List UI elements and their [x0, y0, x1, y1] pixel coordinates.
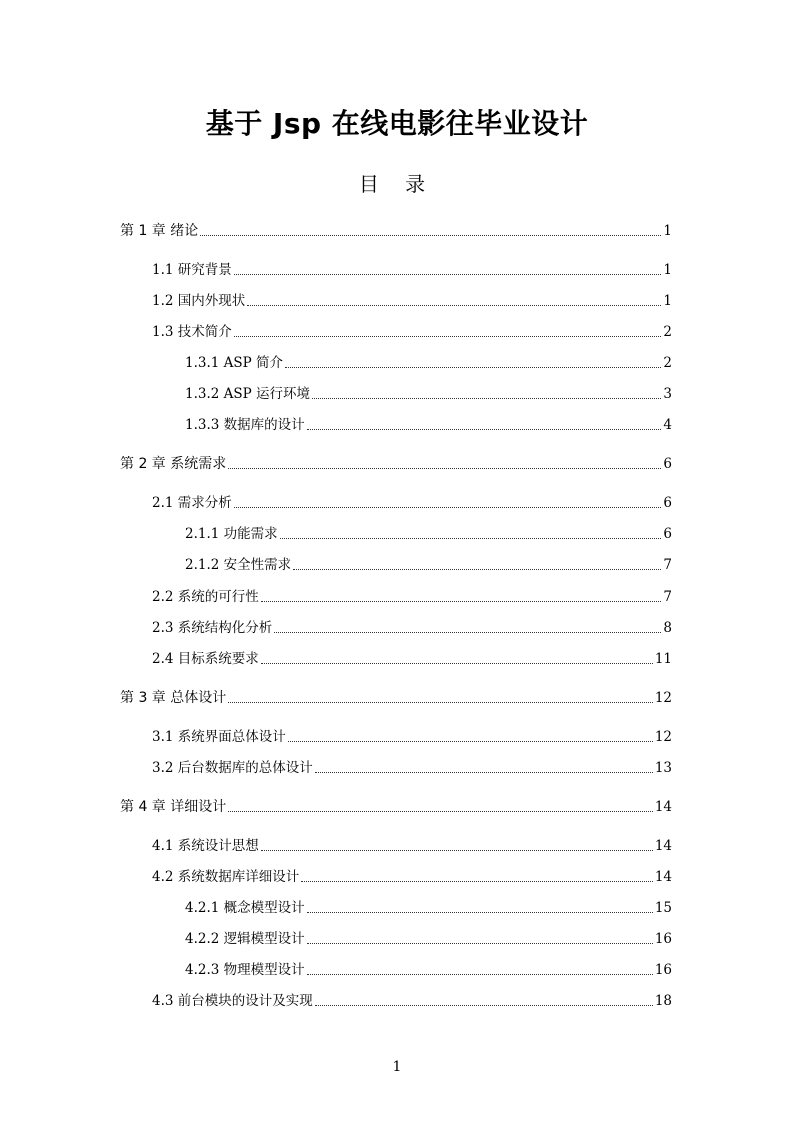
page-number: 1	[392, 1059, 402, 1075]
toc-entry-label: 4.2 系统数据库详细设计	[152, 869, 300, 885]
toc-entry-page: 12	[654, 690, 672, 706]
toc-entry-page: 4	[663, 417, 672, 433]
toc-entry-label: 4.3 前台模块的设计及实现	[152, 993, 313, 1009]
toc-entry-label: 2.4 目标系统要求	[152, 651, 259, 667]
toc-dot-leader	[288, 741, 653, 742]
toc-section-entry[interactable]	[152, 648, 672, 668]
document-title: 基于 Jsp 在线电影往毕业设计	[205, 107, 589, 140]
toc-section-entry[interactable]	[152, 259, 672, 279]
toc-dot-leader	[261, 663, 653, 664]
toc-dot-leader	[315, 772, 653, 773]
toc-entry-label: 2.3 系统结构化分析	[152, 620, 273, 636]
toc-entry-page: 1	[663, 293, 672, 309]
toc-entry-label: 第 3 章 总体设计	[120, 690, 227, 706]
toc-dot-leader	[307, 943, 653, 944]
toc-section-entry[interactable]	[152, 835, 672, 855]
toc-section-entry[interactable]	[185, 897, 672, 917]
toc-entry-page: 16	[654, 962, 672, 978]
toc-entry-label: 3.1 系统界面总体设计	[152, 729, 286, 745]
toc-section-entry[interactable]	[185, 959, 672, 979]
toc-dot-leader	[301, 881, 653, 882]
toc-entry-page: 15	[654, 900, 672, 916]
toc-section-entry[interactable]	[185, 554, 672, 574]
toc-dot-leader	[307, 429, 662, 430]
toc-dot-leader	[228, 468, 661, 469]
toc-section-entry[interactable]	[152, 321, 672, 341]
toc-entry-page: 6	[663, 456, 672, 472]
toc-dot-leader	[234, 274, 662, 275]
toc-section-entry[interactable]	[152, 866, 672, 886]
toc-entry-page: 13	[654, 760, 672, 776]
toc-dot-leader	[261, 601, 662, 602]
toc-entry-page: 14	[654, 838, 672, 854]
toc-entry-page: 6	[663, 526, 672, 542]
toc-entry-label: 2.1.2 安全性需求	[185, 557, 292, 573]
toc-dot-leader	[293, 569, 661, 570]
toc-entry-page: 16	[654, 931, 672, 947]
toc-entry-page: 7	[663, 557, 672, 573]
toc-dot-leader	[200, 235, 661, 236]
toc-entry-page: 12	[654, 729, 672, 745]
toc-entry-page: 18	[654, 993, 672, 1009]
toc-section-entry[interactable]	[185, 928, 672, 948]
toc-section-entry[interactable]	[152, 492, 672, 512]
toc-entry-label: 1.3.1 ASP 简介	[185, 355, 284, 371]
toc-entry-page: 2	[663, 355, 672, 371]
toc-entry-page: 6	[663, 495, 672, 511]
toc-entry-page: 3	[663, 386, 672, 402]
toc-section-entry[interactable]	[152, 586, 672, 606]
toc-chapter-entry[interactable]	[120, 687, 672, 707]
toc-entry-label: 4.2.2 逻辑模型设计	[185, 931, 305, 947]
toc-entry-label: 3.2 后台数据库的总体设计	[152, 760, 313, 776]
toc-entry-page: 2	[663, 324, 672, 340]
toc-dot-leader	[307, 974, 653, 975]
toc-section-entry[interactable]	[152, 617, 672, 637]
toc-entry-label: 4.2.1 概念模型设计	[185, 900, 305, 916]
toc-entry-page: 1	[663, 262, 672, 278]
toc-entry-label: 1.3.2 ASP 运行环境	[185, 386, 311, 402]
toc-entry-label: 1.2 国内外现状	[152, 293, 246, 309]
toc-dot-leader	[280, 538, 662, 539]
toc-entry-label: 2.1.1 功能需求	[185, 526, 278, 542]
toc-entry-page: 11	[654, 651, 672, 667]
toc-section-entry[interactable]	[152, 726, 672, 746]
toc-entry-label: 2.2 系统的可行性	[152, 589, 259, 605]
toc-entry-label: 2.1 需求分析	[152, 495, 232, 511]
toc-entry-page: 7	[663, 589, 672, 605]
toc-section-entry[interactable]	[152, 757, 672, 777]
toc-section-entry[interactable]	[185, 523, 672, 543]
toc-dot-leader	[312, 398, 661, 399]
toc-entry-page: 8	[663, 620, 672, 636]
toc-entry-label: 第 1 章 绪论	[120, 223, 199, 239]
toc-entry-label: 1.3 技术简介	[152, 324, 232, 340]
toc-chapter-entry[interactable]	[120, 220, 672, 240]
toc-entry-page: 14	[654, 799, 672, 815]
toc-dot-leader	[234, 507, 662, 508]
toc-section-entry[interactable]	[152, 990, 672, 1010]
toc-entry-label: 第 2 章 系统需求	[120, 456, 227, 472]
toc-entry-label: 1.1 研究背景	[152, 262, 232, 278]
toc-dot-leader	[274, 632, 661, 633]
toc-entry-label: 1.3.3 数据库的设计	[185, 417, 305, 433]
toc-section-entry[interactable]	[185, 414, 672, 434]
toc-dot-leader	[285, 367, 661, 368]
toc-entry-label: 第 4 章 详细设计	[120, 799, 227, 815]
toc-section-entry[interactable]	[185, 352, 672, 372]
toc-dot-leader	[261, 850, 653, 851]
toc-section-entry[interactable]	[185, 383, 672, 403]
toc-chapter-entry[interactable]	[120, 453, 672, 473]
toc-entry-page: 1	[663, 223, 672, 239]
toc-dot-leader	[307, 912, 653, 913]
toc-dot-leader	[315, 1005, 653, 1006]
toc-section-entry[interactable]	[152, 290, 672, 310]
toc-heading: 目 录	[358, 172, 436, 196]
toc-entry-label: 4.1 系统设计思想	[152, 838, 259, 854]
toc-entry-label: 4.2.3 物理模型设计	[185, 962, 305, 978]
toc-chapter-entry[interactable]	[120, 796, 672, 816]
toc-dot-leader	[247, 305, 661, 306]
toc-dot-leader	[228, 811, 653, 812]
toc-dot-leader	[234, 336, 662, 337]
toc-dot-leader	[228, 702, 653, 703]
toc-entry-page: 14	[654, 869, 672, 885]
